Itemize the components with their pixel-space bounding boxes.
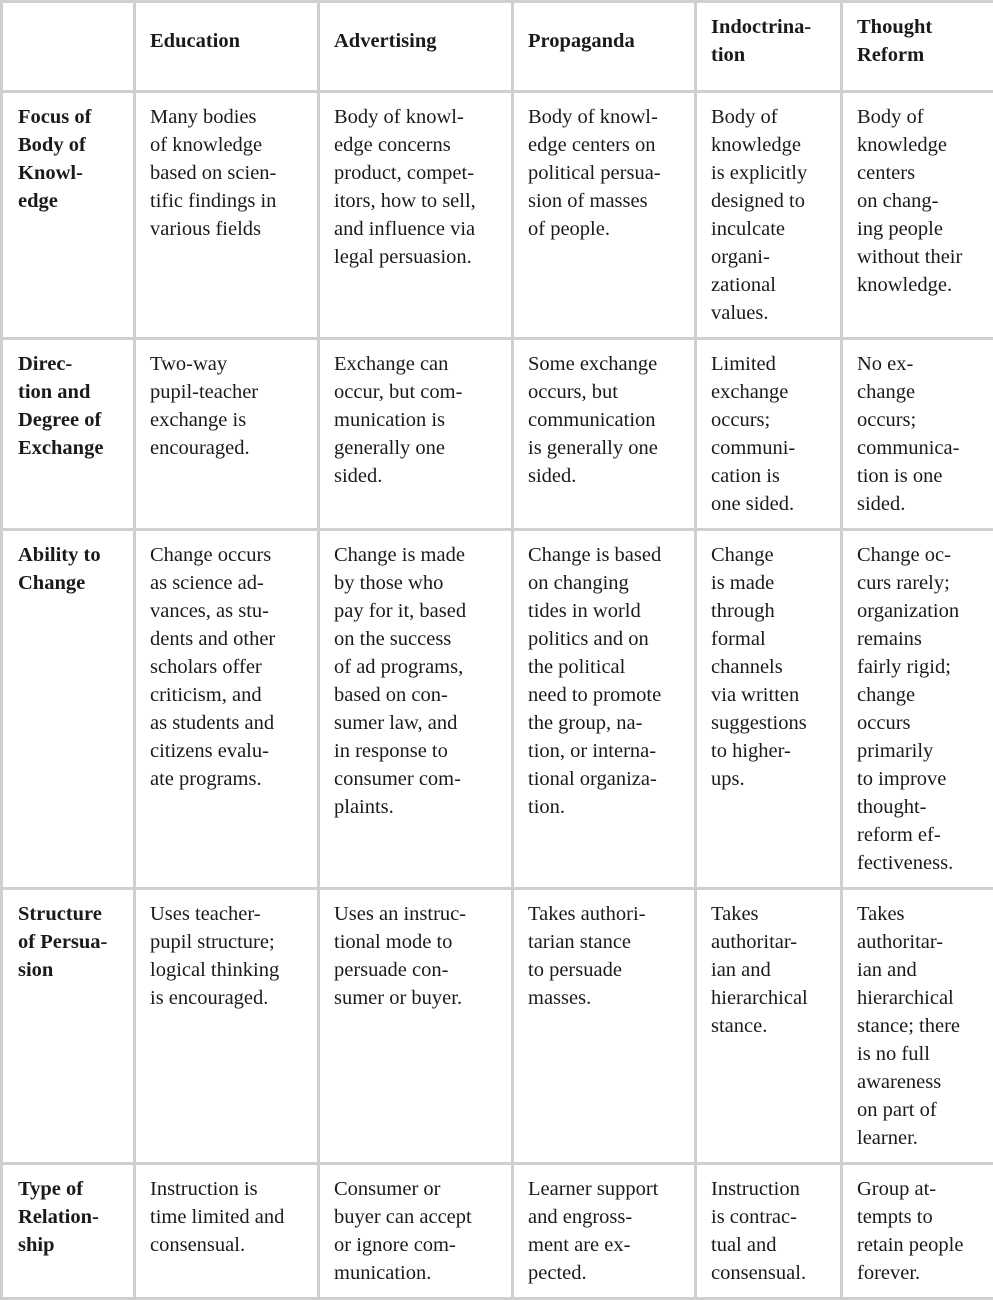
table-cell: Change is made through formal channels via written suggestions to higher- ups. xyxy=(696,530,842,889)
table-cell: Change is made by those who pay for it, based on the success of ad programs, based on con- sumer law, and in response to consumer com- plaints. xyxy=(319,530,513,889)
table-cell: Exchange can occur, but com- munication is generally one sided. xyxy=(319,339,513,530)
table-cell: Takes authori- tarian stance to persuade masses. xyxy=(513,889,696,1164)
table-row xyxy=(2,889,993,1164)
table-cell: Body of knowl- edge centers on political persua- sion of masses of people. xyxy=(513,92,696,339)
table-cell: Instruction is time limited and consensual. xyxy=(135,1164,319,1299)
table-cell: Change oc- curs rarely; organization remains fairly rigid; change occurs primarily to improve thought- reform ef- fectiveness. xyxy=(842,530,993,889)
table-cell: Change is based on changing tides in world politics and on the political need to promote the group, na- tion, or interna- tional organiza- tion. xyxy=(513,530,696,889)
table-cell: Many bodies of knowledge based on scien- tific findings in various fields xyxy=(135,92,319,339)
table-cell: Takes authoritar- ian and hierarchical stance. xyxy=(696,889,842,1164)
table-row xyxy=(2,530,993,889)
header-row xyxy=(2,2,993,92)
table-cell: Two-way pupil-teacher exchange is encouraged. xyxy=(135,339,319,530)
table-cell: Uses teacher- pupil structure; logical thinking is encouraged. xyxy=(135,889,319,1164)
table-cell: Uses an instruc- tional mode to persuade con- sumer or buyer. xyxy=(319,889,513,1164)
table-row xyxy=(2,92,993,339)
row-header-focus: Focus of Body of Knowl- edge xyxy=(2,92,135,339)
table-cell: No ex- change occurs; communica- tion is one sided. xyxy=(842,339,993,530)
table-cell: Change occurs as science ad- vances, as stu- dents and other scholars offer criticism, and as students and citizens evalu- ate programs. xyxy=(135,530,319,889)
table-cell: Some exchange occurs, but communication is generally one sided. xyxy=(513,339,696,530)
table-cell: Body of knowledge is explicitly designed to inculcate organi- zational values. xyxy=(696,92,842,339)
table-row xyxy=(2,339,993,530)
row-header-exchange: Direc- tion and Degree of Exchange xyxy=(2,339,135,530)
table-cell: Consumer or buyer can accept or ignore com- munication. xyxy=(319,1164,513,1299)
table-cell: Limited exchange occurs; communi- cation is one sided. xyxy=(696,339,842,530)
table-cell: Group at- tempts to retain people forever. xyxy=(842,1164,993,1299)
table-cell: Learner support and engross- ment are ex- pected. xyxy=(513,1164,696,1299)
column-header-education: Education xyxy=(135,2,319,92)
table-cell: Takes authoritar- ian and hierarchical stance; there is no full awareness on part of learner. xyxy=(842,889,993,1164)
column-header-advertising: Advertising xyxy=(319,2,513,92)
row-header-relationship: Type of Relation- ship xyxy=(2,1164,135,1299)
corner-cell xyxy=(2,2,135,92)
table-cell: Body of knowl- edge concerns product, compet- itors, how to sell, and influence via legal persuasion. xyxy=(319,92,513,339)
column-header-propaganda: Propaganda xyxy=(513,2,696,92)
column-header-indoctrination: Indoctrina- tion xyxy=(696,2,842,92)
table-cell: Body of knowledge centers on chang- ing people without their knowledge. xyxy=(842,92,993,339)
table-row xyxy=(2,1164,993,1299)
row-header-ability-to-change: Ability to Change xyxy=(2,530,135,889)
column-header-thought-reform: Thought Reform xyxy=(842,2,993,92)
row-header-structure: Structure of Persua- sion xyxy=(2,889,135,1164)
table-cell: Instruction is contrac- tual and consensual. xyxy=(696,1164,842,1299)
